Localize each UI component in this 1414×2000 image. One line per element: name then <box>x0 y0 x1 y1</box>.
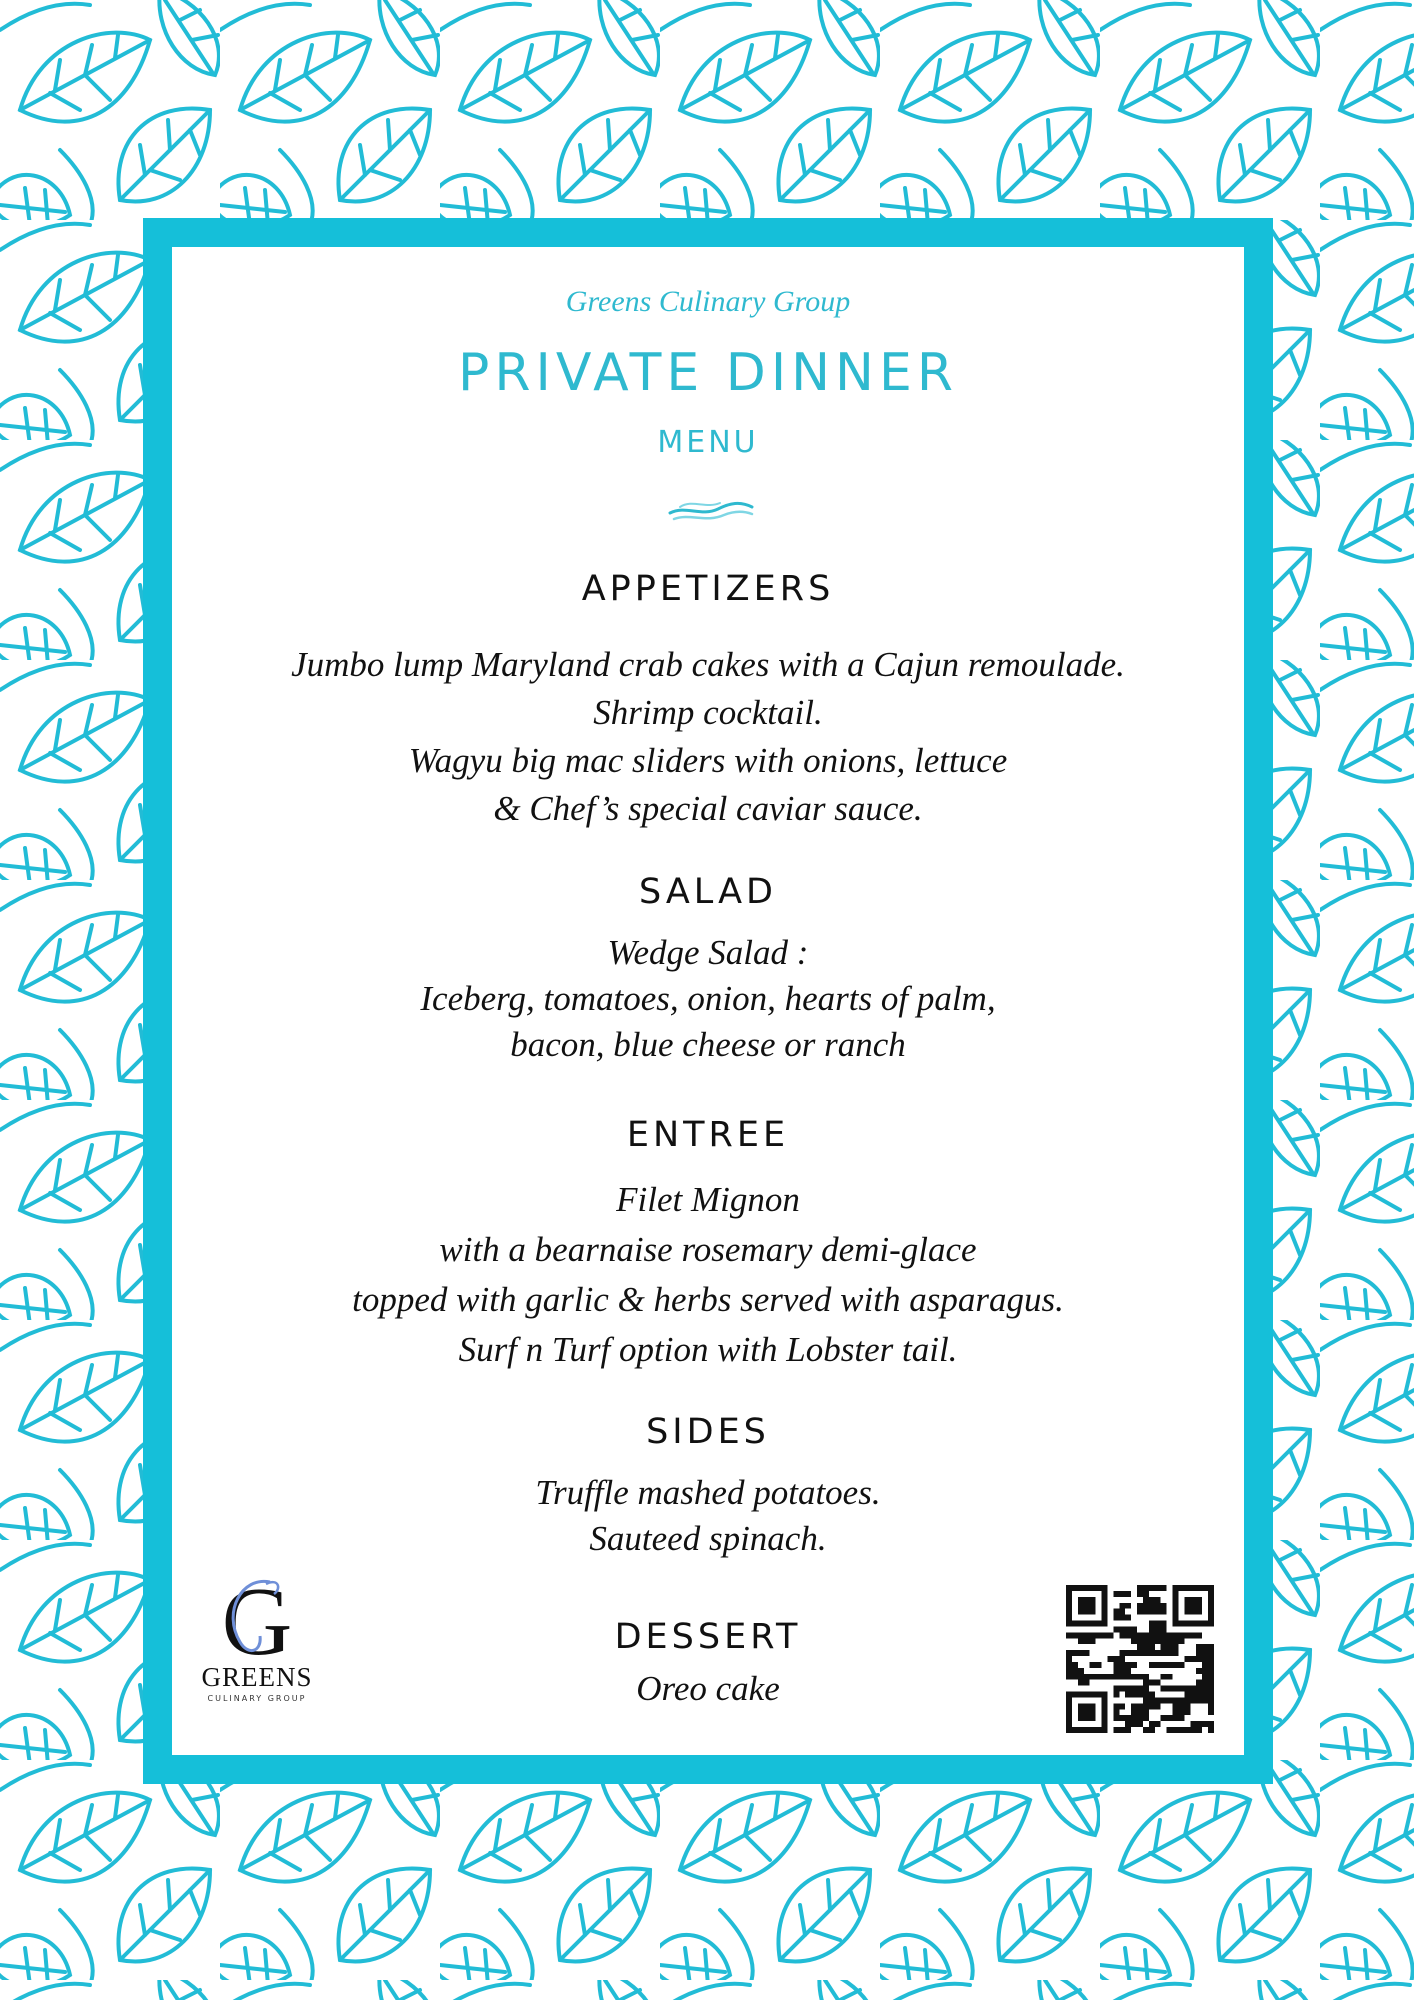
menu-item: with a bearnaise rosemary demi-glace <box>439 1230 977 1269</box>
page-subtitle: MENU <box>657 425 759 460</box>
section-title-entree: ENTREE <box>626 1115 790 1155</box>
menu-item: & Chef’s special caviar sauce. <box>493 789 923 828</box>
qr-code-icon[interactable] <box>1066 1585 1214 1733</box>
page-title: PRIVATE DINNER <box>458 343 958 403</box>
menu-item: Truffle mashed potatoes. <box>535 1473 881 1512</box>
menu-item: Oreo cake <box>636 1669 780 1708</box>
greens-logo <box>182 1572 332 1722</box>
logo-name: GREENS <box>201 1662 313 1692</box>
menu-item: Sauteed spinach. <box>589 1519 827 1558</box>
section-title-salad: SALAD <box>638 872 777 912</box>
menu-item: Shrimp cocktail. <box>593 693 823 732</box>
section-items-appetizers <box>172 641 1244 833</box>
section-title-sides: SIDES <box>646 1412 770 1452</box>
brand-name: Greens Culinary Group <box>565 285 851 318</box>
menu-item: topped with garlic & herbs served with asparagus. <box>352 1280 1064 1319</box>
menu-item: Surf n Turf option with Lobster tail. <box>458 1330 958 1369</box>
section-items-sides <box>172 1470 1244 1562</box>
section-title-dessert: DESSERT <box>614 1617 802 1657</box>
logo-tagline: CULINARY GROUP <box>207 1694 307 1703</box>
section-title-appetizers: APPETIZERS <box>581 569 835 609</box>
menu-item: Iceberg, tomatoes, onion, hearts of palm, <box>420 979 996 1018</box>
svg-text:G: G <box>221 1572 293 1664</box>
menu-item: bacon, blue cheese or ranch <box>510 1025 906 1064</box>
menu-item: Jumbo lump Maryland crab cakes with a Cajun remoulade. <box>291 645 1125 684</box>
menu-item: Wagyu big mac sliders with onions, lettuce <box>408 741 1008 780</box>
section-items-salad <box>172 930 1244 1068</box>
greens-monogram-icon <box>182 1572 332 1664</box>
section-items-entree <box>172 1175 1244 1375</box>
menu-item: Filet Mignon <box>616 1180 800 1219</box>
menu-panel <box>172 247 1244 1755</box>
menu-item: Wedge Salad : <box>607 933 809 972</box>
wave-flourish-icon <box>666 487 756 527</box>
